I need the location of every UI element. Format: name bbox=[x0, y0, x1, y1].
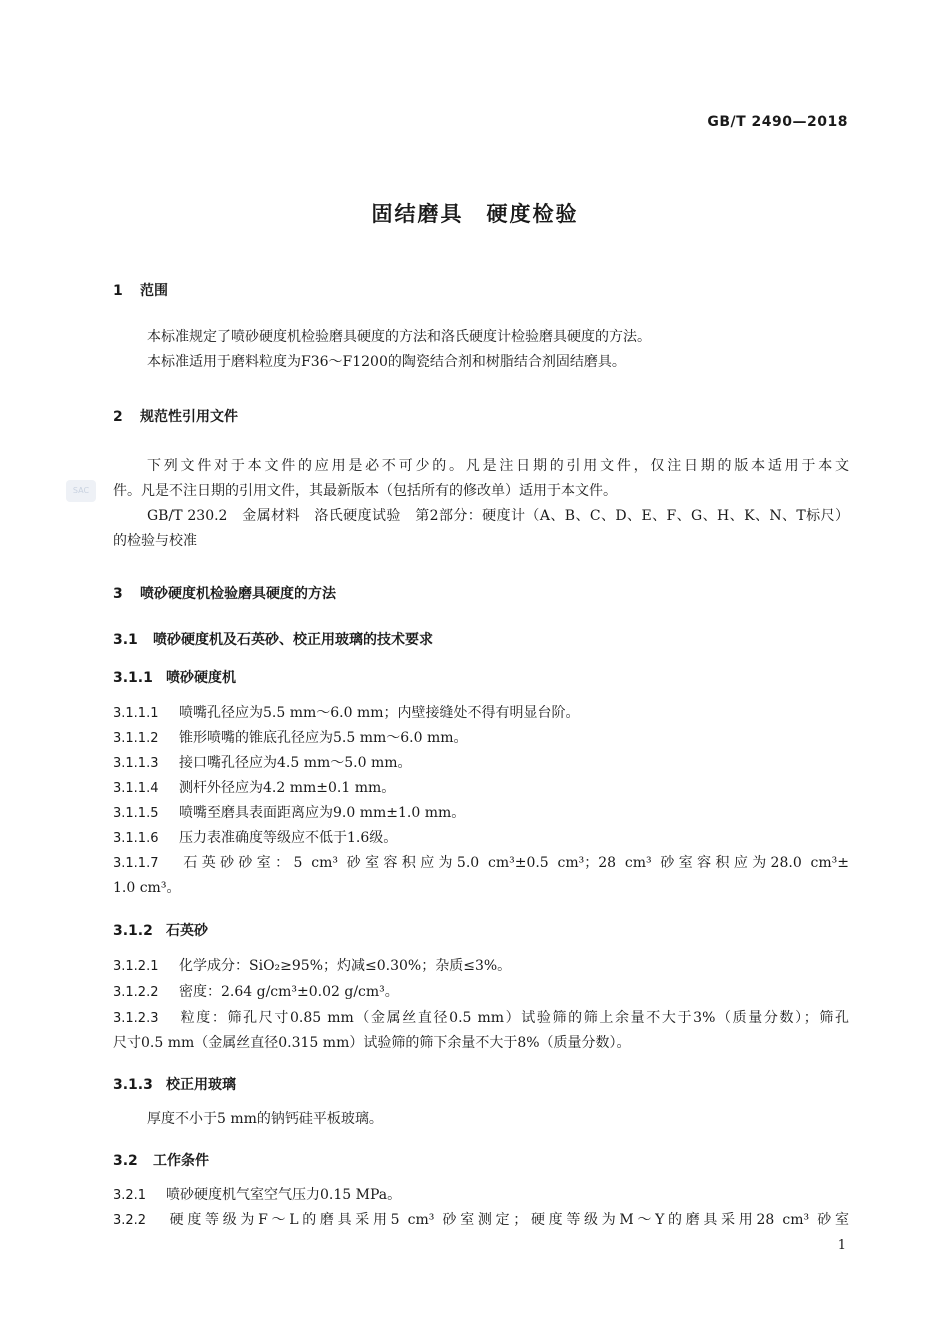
list-item bbox=[113, 1006, 849, 1031]
list-item bbox=[113, 751, 849, 776]
section-1-heading bbox=[113, 280, 168, 300]
paragraph-line: 下列文件对于本文件的应用是必不可少的。凡是注日期的引用文件，仅注日期的版本适用于本文 bbox=[147, 458, 849, 474]
section-3-heading bbox=[113, 583, 336, 603]
paragraph: 厚度不小于5 mm的钠钙硅平板玻璃。 bbox=[147, 1111, 383, 1127]
section-number: 3.1.3 bbox=[113, 1077, 153, 1093]
section-title: 喷砂硬度机 bbox=[166, 670, 236, 686]
section-number: 2 bbox=[113, 409, 123, 425]
list-item bbox=[113, 1208, 849, 1233]
item-number: 3.1.1.7 bbox=[113, 856, 159, 871]
reference-line: 的检验与校准 bbox=[113, 533, 197, 549]
paragraph: 本标准适用于磨料粒度为F36～F1200的陶瓷结合剂和树脂结合剂固结磨具。 bbox=[147, 354, 626, 370]
item-text: 粒度：筛孔尺寸0.85 mm（金属丝直径0.5 mm）试验筛的筛上余量不大于3%（质量分数）；筛孔 bbox=[179, 1010, 849, 1026]
subsection-3-1-1-heading bbox=[113, 667, 236, 687]
item-number: 3.1.1.2 bbox=[113, 731, 159, 746]
item-text: 测杆外径应为4.2 mm±0.1 mm。 bbox=[179, 780, 396, 796]
list-item bbox=[113, 826, 849, 851]
item-number: 3.1.2.1 bbox=[113, 959, 159, 974]
section-number: 3.1 bbox=[113, 632, 138, 648]
item-text: 硬度等级为F～L的磨具采用5 cm³ 砂室测定；硬度等级为M～Y的磨具采用28 cm³ 砂室 bbox=[166, 1212, 849, 1228]
paragraph-line: 件。凡是不注日期的引用文件，其最新版本（包括所有的修改单）适用于本文件。 bbox=[113, 483, 617, 499]
list-item bbox=[113, 726, 849, 751]
section-title: 石英砂 bbox=[166, 923, 208, 939]
list-item-continuation: 1.0 cm³。 bbox=[113, 880, 181, 896]
item-text: 密度：2.64 g/cm³±0.02 g/cm³。 bbox=[179, 984, 399, 1000]
subsection-3-1-2-heading bbox=[113, 920, 208, 940]
subsection-3-1-3-heading bbox=[113, 1074, 236, 1094]
item-text: 锥形喷嘴的锥底孔径应为5.5 mm～6.0 mm。 bbox=[179, 730, 468, 746]
section-number: 1 bbox=[113, 283, 123, 299]
section-2-heading bbox=[113, 406, 238, 426]
list-item bbox=[113, 701, 849, 726]
section-number: 3.1.1 bbox=[113, 670, 153, 686]
item-number: 3.2.1 bbox=[113, 1188, 147, 1203]
section-title: 工作条件 bbox=[153, 1153, 209, 1169]
item-number: 3.2.2 bbox=[113, 1213, 147, 1228]
section-number: 3.2 bbox=[113, 1153, 138, 1169]
list-item bbox=[113, 776, 849, 801]
item-text: 接口嘴孔径应为4.5 mm～5.0 mm。 bbox=[179, 755, 412, 771]
item-text: 喷砂硬度机气室空气压力0.15 MPa。 bbox=[166, 1187, 402, 1203]
item-text: 化学成分：SiO₂≥95%；灼减≤0.30%；杂质≤3%。 bbox=[179, 958, 512, 974]
section-title: 喷砂硬度机检验磨具硬度的方法 bbox=[140, 586, 336, 602]
section-number: 3 bbox=[113, 586, 123, 602]
item-text: 喷嘴至磨具表面距离应为9.0 mm±1.0 mm。 bbox=[179, 805, 466, 821]
list-item-continuation: 尺寸0.5 mm（金属丝直径0.315 mm）试验筛的筛下余量不大于8%（质量分数）。 bbox=[113, 1035, 631, 1051]
item-text: 压力表准确度等级应不低于1.6级。 bbox=[179, 830, 398, 846]
item-number: 3.1.1.4 bbox=[113, 781, 159, 796]
standard-number: GB/T 2490—2018 bbox=[707, 114, 848, 130]
section-title: 校正用玻璃 bbox=[166, 1077, 236, 1093]
list-item bbox=[113, 851, 849, 876]
item-number: 3.1.1.5 bbox=[113, 806, 159, 821]
page-number: 1 bbox=[837, 1238, 846, 1253]
item-text: 石英砂砂室：5 cm³ 砂室容积应为5.0 cm³±0.5 cm³；28 cm³ 砂室容积应为28.0 cm³± bbox=[179, 855, 849, 871]
item-number: 3.1.1.6 bbox=[113, 831, 159, 846]
paragraph: 本标准规定了喷砂硬度机检验磨具硬度的方法和洛氏硬度计检验磨具硬度的方法。 bbox=[147, 329, 651, 345]
subsection-3-1-heading bbox=[113, 629, 433, 649]
item-text: 喷嘴孔径应为5.5 mm～6.0 mm；内壁接缝处不得有明显台阶。 bbox=[179, 705, 580, 721]
item-number: 3.1.1.1 bbox=[113, 706, 159, 721]
section-title: 规范性引用文件 bbox=[140, 409, 238, 425]
list-item bbox=[113, 801, 849, 826]
item-number: 3.1.2.2 bbox=[113, 985, 159, 1000]
section-title: 喷砂硬度机及石英砂、校正用玻璃的技术要求 bbox=[153, 632, 433, 648]
subsection-3-2-heading bbox=[113, 1150, 209, 1170]
item-number: 3.1.1.3 bbox=[113, 756, 159, 771]
document-title: 固结磨具 硬度检验 bbox=[371, 202, 579, 226]
reference-line: GB/T 230.2 金属材料 洛氏硬度试验 第2部分：硬度计（A、B、C、D、E、F、G、H、K、N、T标尺） bbox=[147, 508, 849, 524]
section-title: 范围 bbox=[140, 283, 168, 299]
watermark-logo: SAC bbox=[66, 480, 96, 502]
list-item bbox=[113, 954, 849, 979]
item-number: 3.1.2.3 bbox=[113, 1011, 159, 1026]
section-number: 3.1.2 bbox=[113, 923, 153, 939]
list-item bbox=[113, 980, 849, 1005]
list-item bbox=[113, 1183, 849, 1208]
